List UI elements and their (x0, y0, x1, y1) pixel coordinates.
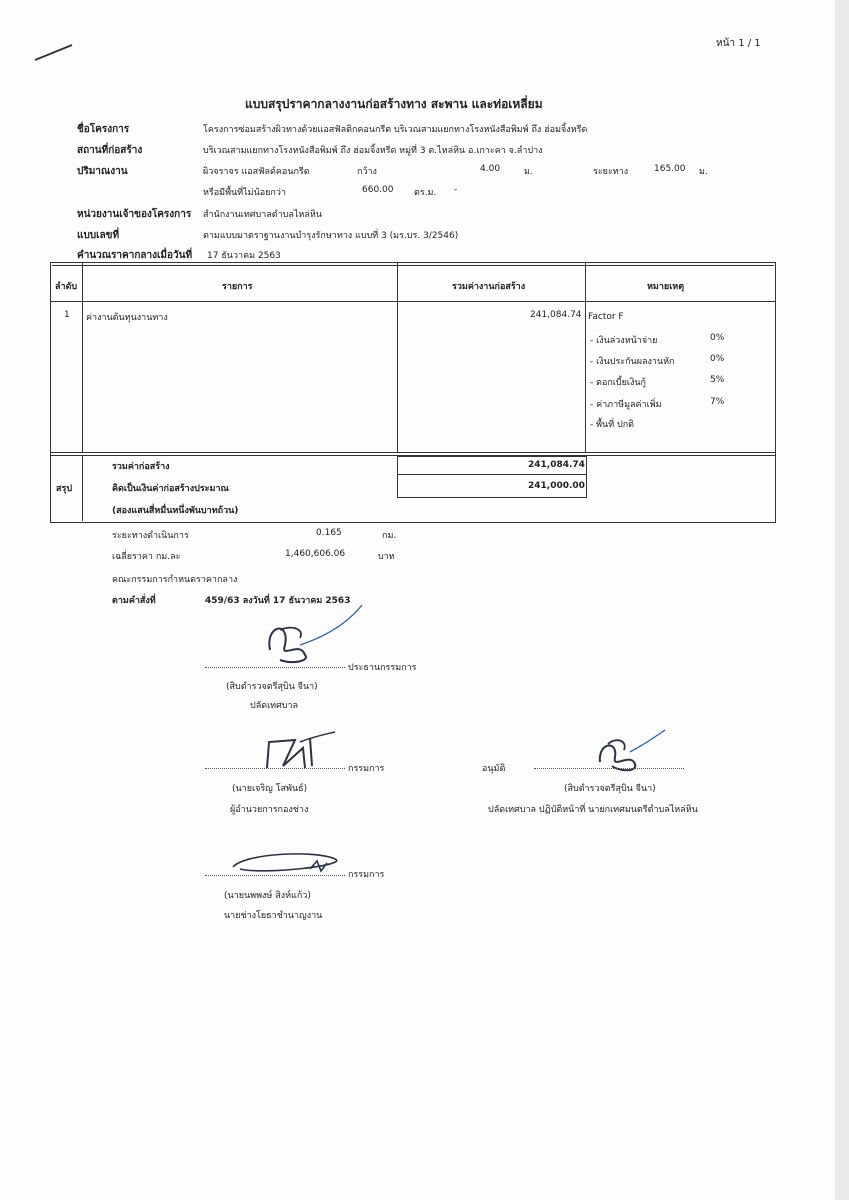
quantity-label: ปริมาณงาน (77, 166, 128, 177)
estimate-value: 241,000.00 (528, 481, 585, 491)
avg-price-unit: บาท (378, 552, 395, 562)
form-value: ตามแบบมาตราฐานงานบำรุงรักษาทาง แบบที่ 3 (มร.บร. 3/2546) (203, 231, 459, 241)
remarks-title: Factor F (588, 312, 624, 322)
chair-sign-line (205, 667, 345, 668)
area-dash: - (454, 185, 458, 195)
chair-name: (สิบตำรวจตรีสุบิน จีนา) (226, 682, 318, 692)
page-number: หน้า 1 / 1 (716, 38, 761, 49)
estimate-label: คิดเป็นเงินค่าก่อสร้างประมาณ (112, 484, 229, 494)
table-top-double-line (52, 265, 774, 266)
agency-label: หน่วยงานเจ้าของโครงการ (77, 209, 192, 220)
header-remark: หมายเหตุ (647, 282, 685, 292)
approver-sign-line (534, 768, 684, 769)
row-no: 1 (64, 310, 70, 320)
area-unit: ตร.ม. (414, 188, 437, 198)
summary-values-separator (397, 474, 586, 475)
scan-edge-shade (835, 0, 849, 1200)
member2-title: นายช่างโยธาชำนาญงาน (224, 911, 323, 921)
approve-label: อนุมัติ (482, 764, 506, 774)
remark-value: 5% (710, 375, 725, 385)
remark-value: 7% (710, 397, 725, 407)
member1-name: (นายเจริญ โสพันธ์) (232, 784, 308, 794)
project-label: ชื่อโครงการ (77, 124, 130, 135)
remark-label: - ค่าภาษีมูลค่าเพิ่ม (590, 400, 662, 410)
calc-date-value: 17 ธันวาคม 2563 (207, 251, 281, 261)
summary-label: สรุป (56, 484, 73, 494)
remark-label: - พื้นที่ ปกติ (590, 420, 634, 430)
avg-price-label: เฉลี่ยราคา กม.ละ (112, 552, 181, 562)
col-divider-cost (585, 263, 586, 453)
header-item: รายการ (222, 282, 253, 292)
approver-name: (สิบตำรวจตรีสุบิน จีนา) (564, 784, 656, 794)
chair-title: ปลัดเทศบาล (250, 701, 299, 711)
document-title: แบบสรุปราคากลางงานก่อสร้างทาง สะพาน และท่อเหลี่ยม (245, 97, 543, 111)
remark-value: 0% (710, 354, 725, 364)
row-item: ค่างานต้นทุนงานทาง (86, 313, 168, 323)
approver-title: ปลัดเทศบาล ปฏิบัติหน้าที่ นายกเทศมนตรีตำบลไหล่หิน (488, 805, 698, 815)
width-unit: ม. (524, 167, 533, 177)
member1-signature (255, 728, 345, 773)
member2-signature (225, 845, 355, 885)
avg-price-value: 1,460,606.06 (285, 549, 346, 559)
width-value: 4.00 (480, 164, 501, 174)
member1-role: กรรมการ (348, 764, 385, 774)
order-value: 459/63 ลงวันที่ 17 ธันวาคม 2563 (205, 596, 351, 606)
area-value: 660.00 (362, 185, 394, 195)
summary-col-divider (82, 455, 83, 521)
member2-role: กรรมการ (348, 870, 385, 880)
table-body-separator (50, 452, 775, 453)
site-label: สถานที่ก่อสร้าง (77, 145, 143, 156)
op-distance-unit: กม. (382, 531, 397, 541)
header-cost: รวมค่างานก่อสร้าง (452, 282, 526, 292)
quantity-desc: ผิวจราจร แอสฟัลต์คอนกรีต (203, 167, 310, 177)
op-distance-label: ระยะทางดำเนินการ (112, 531, 189, 541)
remark-label: - เงินล่วงหน้าจ่าย (590, 336, 658, 346)
order-label: ตามคำสั่งที่ (112, 596, 156, 606)
distance-label: ระยะทาง (593, 167, 629, 177)
approver-signature (590, 722, 680, 772)
remark-value: 0% (710, 333, 725, 343)
form-label: แบบเลขที่ (77, 230, 120, 241)
project-value: โครงการซ่อมสร้างผิวทางด้วยแอสฟัลติกคอนกรีต บริเวณสามแยกทางโรงหนังสือพิมพ์ ถึง ฮ่อมจิ้งหรีด (203, 125, 588, 135)
member1-sign-line (205, 768, 345, 769)
width-label: กว้าง (357, 167, 377, 177)
agency-value: สำนักงานเทศบาลตำบลไหล่หิน (203, 210, 322, 220)
site-value: บริเวณสามแยกทางโรงหนังสือพิมพ์ ถึง ฮ่อมจิ้งหรีด หมู่ที่ 3 ต.ไหล่หิน อ.เกาะคา จ.ลำปาง (203, 146, 543, 156)
member1-title: ผู้อำนวยการกองช่าง (230, 805, 309, 815)
chair-role: ประธานกรรมการ (348, 663, 417, 673)
total-label: รวมค่าก่อสร้าง (112, 462, 170, 472)
col-divider-item (397, 263, 398, 453)
table-header-separator (50, 301, 775, 302)
col-divider-no (82, 263, 83, 453)
remark-label: - เงินประกันผลงานหัก (590, 357, 675, 367)
row-cost: 241,084.74 (530, 310, 582, 320)
remark-label: - ดอกเบี้ยเงินกู้ (590, 378, 646, 388)
op-distance-value: 0.165 (316, 528, 342, 538)
area-label: หรือมีพื้นที่ไม่น้อยกว่า (203, 188, 286, 198)
distance-unit: ม. (699, 167, 708, 177)
committee-text: คณะกรรมการกำหนดราคากลาง (112, 575, 238, 585)
member2-sign-line (205, 875, 345, 876)
header-no: ลำดับ (55, 282, 78, 292)
total-value: 241,084.74 (528, 460, 585, 470)
member2-name: (นายนพพงษ์ สิงห์แก้ว) (224, 891, 311, 901)
estimate-words: (สองแสนสี่หมื่นหนึ่งพันบาทถ้วน) (112, 506, 239, 516)
scan-mark (30, 40, 80, 70)
distance-value: 165.00 (654, 164, 686, 174)
calc-date-label: คำนวณราคากลางเมื่อวันที่ (77, 250, 193, 261)
